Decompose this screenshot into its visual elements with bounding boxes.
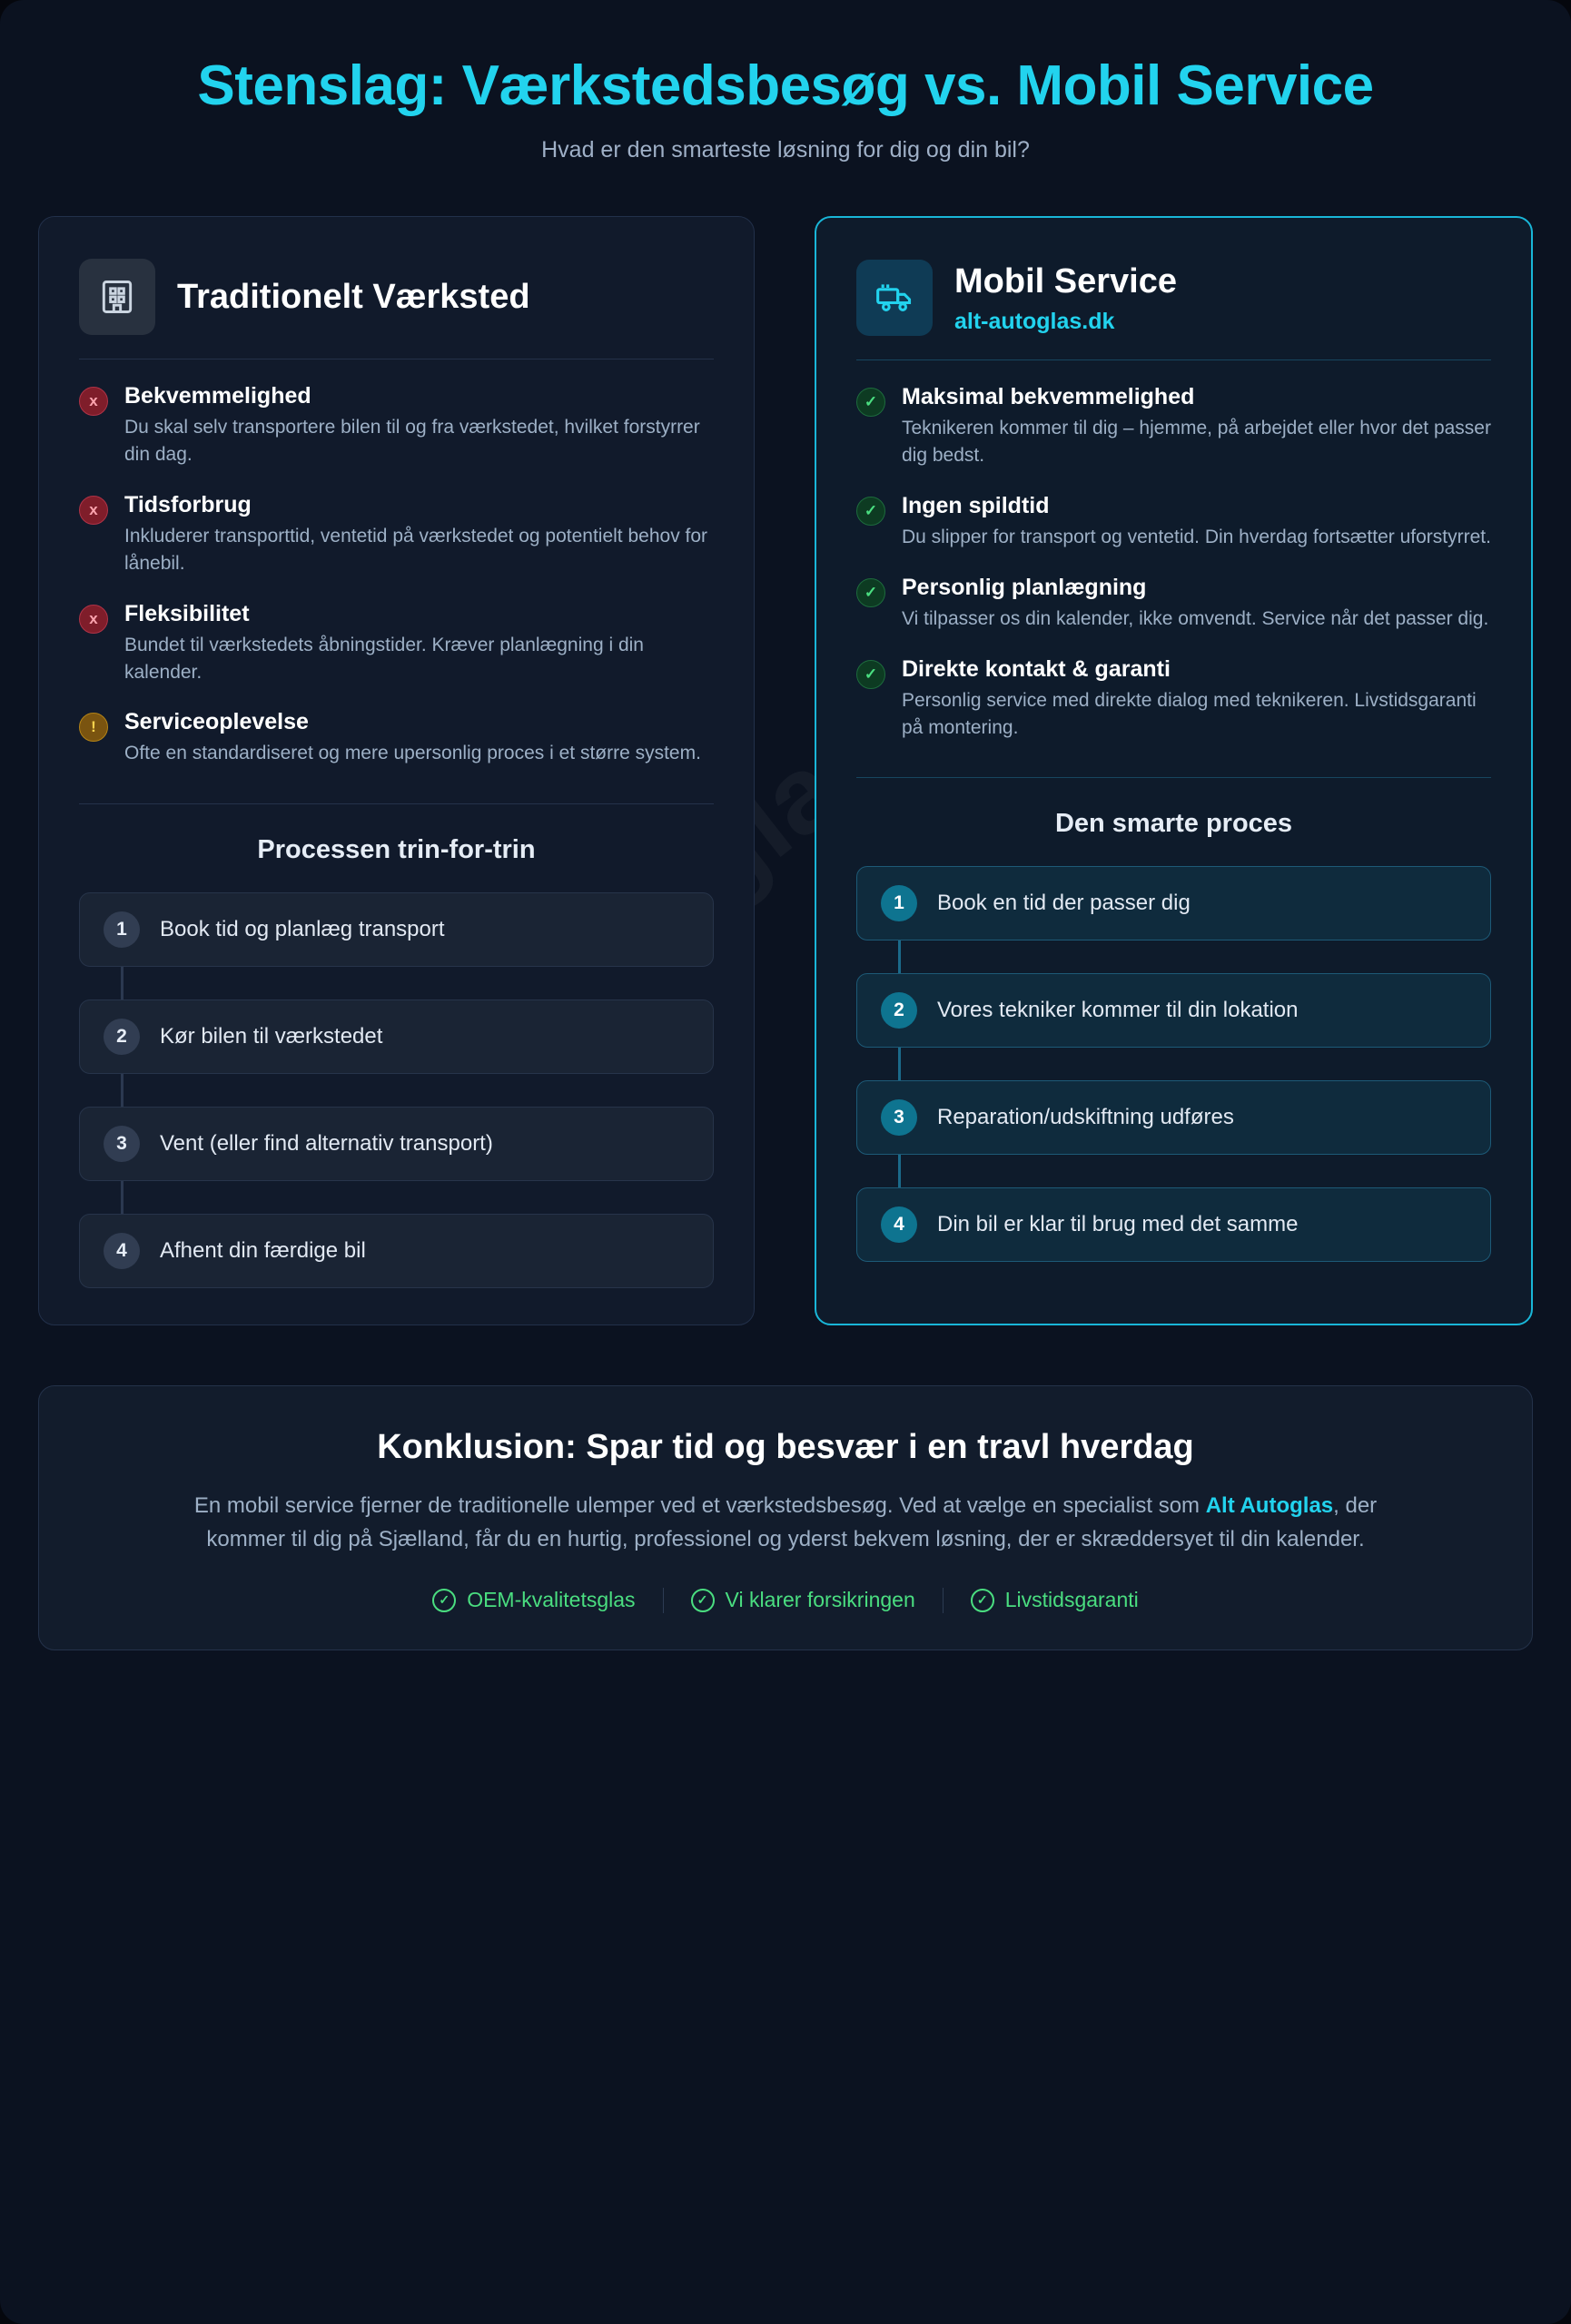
step-connector [898,940,901,973]
feature-description: Du skal selv transportere bilen til og fra værkstedet, hvilket forstyrrer din dag. [124,417,700,466]
step-label: Vores tekniker kommer til din lokation [937,998,1299,1023]
divider [856,777,1491,778]
step-number: 1 [104,911,140,948]
check-icon: ✓ [856,578,885,607]
feature-description: Personlig service med direkte dialog med teknikeren. Livstidsgaranti på montering. [902,689,1477,738]
check-circle-icon: ✓ [432,1589,456,1612]
feature-item [856,384,1491,469]
step-label: Vent (eller find alternativ transport) [160,1131,493,1157]
step-label: Kør bilen til værkstedet [160,1024,383,1049]
step-connector [121,1074,124,1107]
process-step [856,973,1491,1048]
building-icon [79,259,155,335]
feature-title: Ingen spildtid [902,493,1050,519]
x-mark-icon: x [79,496,108,525]
mobile-van-icon [856,260,933,336]
check-circle-icon: ✓ [971,1589,994,1612]
conclusion-text [186,1489,1385,1556]
mobile-process-title: Den smarte proces [1054,809,1293,839]
process-step [856,1080,1491,1155]
mobile-card-header [856,245,1491,359]
feature-title: Fleksibilitet [124,600,250,626]
feature-title: Tidsforbrug [124,492,252,518]
comparison-columns [38,216,1533,1325]
process-step [856,1187,1491,1262]
badge-insurance [664,1588,943,1612]
badge-label: Vi klarer forsikringen [725,1588,915,1611]
feature-item [79,709,714,767]
feature-item [79,601,714,686]
step-label: Book tid og planlæg transport [160,917,445,942]
feature-description: Teknikeren kommer til dig – hjemme, på arbejdet eller hvor det passer dig bedst. [902,418,1491,467]
step-connector [121,967,124,1000]
header [38,34,1533,172]
mobile-steps [856,866,1491,1262]
conclusion-text-part2: , der kommer til dig på Sjælland, får du en hurtig, professionel og yderst bekvem løsning, der er skræddersyet til din kalender. [206,1493,1378,1552]
traditional-card-header [79,244,714,359]
process-step [79,892,714,967]
conclusion-badges [94,1588,1477,1613]
traditional-card-title: Traditionelt Værksted [177,277,530,316]
process-step [856,866,1491,940]
mobile-service-card [815,216,1533,1325]
badge-label: OEM-kvalitetsglas [467,1588,636,1611]
step-connector [898,1155,901,1187]
step-number: 4 [104,1233,140,1269]
step-connector [121,1181,124,1214]
step-label: Book en tid der passer dig [937,891,1191,916]
feature-item [79,383,714,468]
badge-lifetime-warranty [944,1588,1166,1612]
step-label: Reparation/udskiftning udføres [937,1105,1234,1130]
badge-label: Livstidsgaranti [1004,1588,1139,1611]
feature-description: Ofte en standardiseret og mere upersonlig proces i et større system. [124,743,701,764]
step-label: Din bil er klar til brug med det samme [937,1212,1299,1237]
step-connector [898,1048,901,1080]
conclusion-card [38,1385,1533,1649]
feature-title: Personlig planlægning [902,574,1147,600]
check-icon: ✓ [856,497,885,526]
check-icon: ✓ [856,660,885,689]
feature-title: Bekvemmelighed [124,383,311,409]
traditional-steps [79,892,714,1288]
feature-item [856,575,1491,633]
feature-description: Bundet til værkstedets åbningstider. Kræver planlægning i din kalender. [124,634,644,683]
page-title: Stenslag: Værkstedsbesøg vs. Mobil Service [197,54,1374,117]
x-mark-icon: x [79,605,108,634]
feature-description: Inkluderer transporttid, ventetid på værkstedet og potentielt behov for lånebil. [124,526,708,574]
traditional-process-title: Processen trin-for-trin [257,835,536,865]
conclusion-text-part1: En mobil service fjerner de traditionelle ulemper ved et værkstedsbesøg. Ved at vælge en specialist som [193,1493,1206,1519]
step-number: 4 [881,1206,917,1243]
feature-description: Du slipper for transport og ventetid. Din hverdag fortsætter uforstyrret. [902,527,1491,548]
feature-title: Maksimal bekvemmelighed [902,384,1195,410]
feature-item [79,492,714,577]
step-number: 2 [104,1019,140,1055]
divider [856,359,1491,360]
step-number: 1 [881,885,917,921]
feature-item [856,493,1491,551]
feature-description: Vi tilpasser os din kalender, ikke omvendt. Service når det passer dig. [902,607,1489,629]
feature-item [856,656,1491,742]
x-mark-icon: x [79,387,108,416]
process-step [79,1107,714,1181]
mobile-card-title: Mobil Service [954,262,1177,301]
check-icon: ✓ [856,388,885,417]
page-subtitle: Hvad er den smarteste løsning for dig og din bil? [541,137,1030,163]
step-label: Afhent din færdige bil [160,1238,366,1264]
warning-icon: ! [79,713,108,742]
brand-name: Alt Autoglas [1205,1493,1334,1519]
process-step [79,1000,714,1074]
traditional-workshop-card [38,216,755,1325]
feature-title: Serviceoplevelse [124,709,309,735]
step-number: 3 [881,1099,917,1136]
step-number: 3 [104,1126,140,1162]
process-step [79,1214,714,1288]
badge-oem-glass [405,1588,662,1612]
conclusion-title: Konklusion: Spar tid og besvær i en travl hverdag [377,1428,1194,1467]
divider [79,803,714,804]
check-circle-icon: ✓ [691,1589,715,1612]
feature-title: Direkte kontakt & garanti [902,655,1171,682]
mobile-card-domain: alt-autoglas.dk [954,308,1115,334]
step-number: 2 [881,992,917,1029]
